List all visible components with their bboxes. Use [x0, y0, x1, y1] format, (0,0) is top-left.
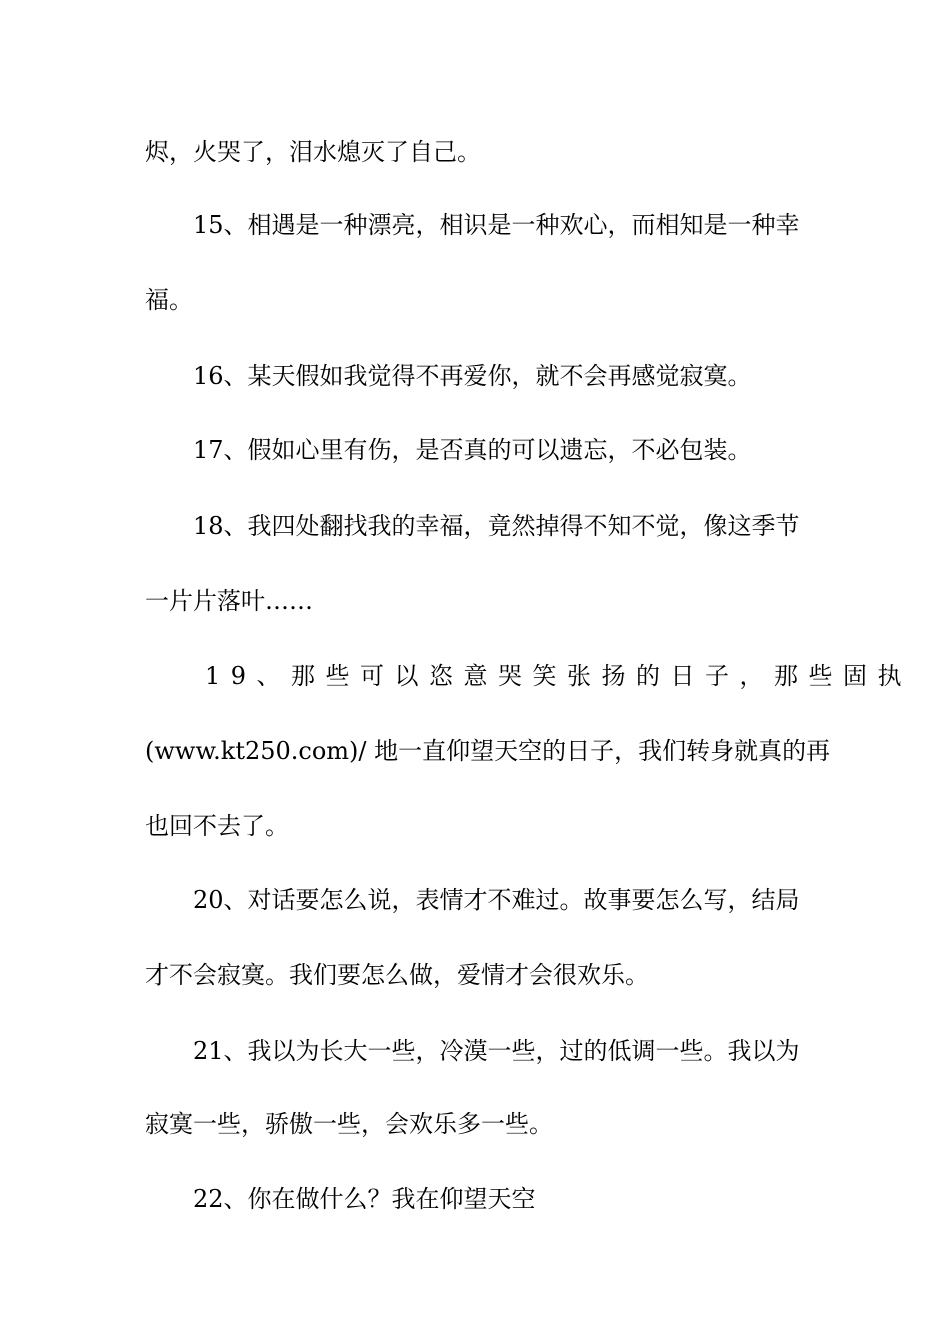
text-line-5: 17、假如心里有伤，是否真的可以遗忘，不必包装。 [193, 436, 752, 464]
text-line-9: (www.kt250.com)/ 地一直仰望天空的日子，我们转身就真的再 [145, 737, 831, 765]
text-line-11: 20、对话要怎么说，表情才不难过。故事要怎么写，结局 [193, 886, 800, 914]
text-line-4: 16、某天假如我觉得不再爱你，就不会再感觉寂寞。 [193, 362, 752, 390]
text-line-12: 才不会寂寞。我们要怎么做，爱情才会很欢乐。 [145, 961, 649, 989]
text-line-2: 15、相遇是一种漂亮，相识是一种欢心，而相知是一种幸 [193, 211, 800, 239]
text-line-15: 22、你在做什么？我在仰望天空 [193, 1185, 536, 1213]
text-line-7: 一片片落叶…… [145, 587, 313, 615]
text-line-3: 福。 [145, 286, 193, 314]
text-line-10: 也回不去了。 [145, 812, 289, 840]
text-line-14: 寂寞一些，骄傲一些，会欢乐多一些。 [145, 1110, 553, 1138]
text-line-13: 21、我以为长大一些，冷漠一些，过的低调一些。我以为 [193, 1037, 800, 1065]
text-line-6: 18、我四处翻找我的幸福，竟然掉得不知不觉，像这季节 [193, 512, 800, 540]
text-line-8: 19、那些可以恣意哭笑张扬的日子，那些固执 [205, 662, 913, 690]
text-line-1: 烬，火哭了，泪水熄灭了自己。 [145, 138, 481, 166]
